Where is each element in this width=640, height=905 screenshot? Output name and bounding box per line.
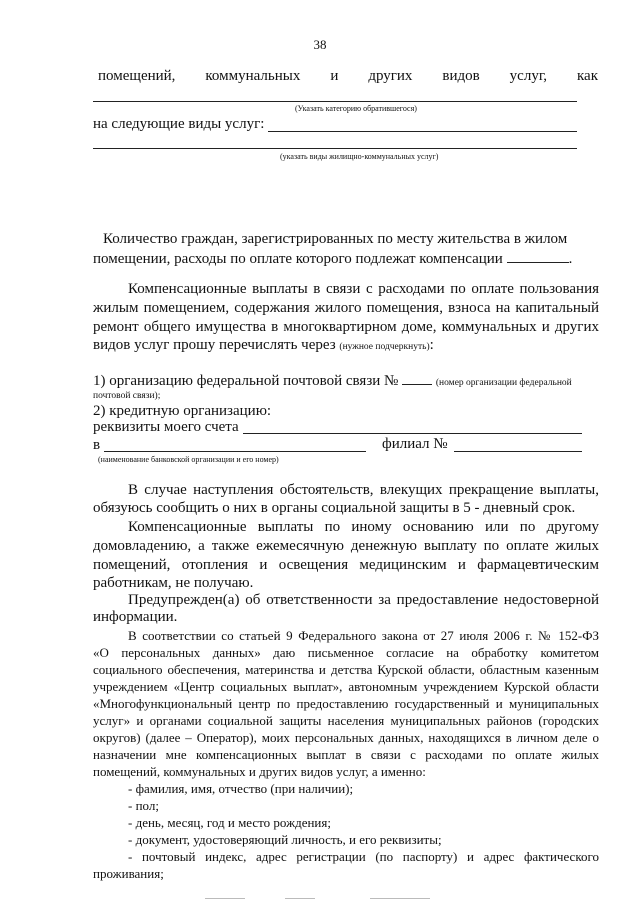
count-line2-text: помещении, расходы по оплате которого подлежат компенсации: [93, 251, 503, 267]
payment-line4: видов услуг прошу перечислять через (нужное подчеркнуть):: [93, 337, 434, 353]
consent-line3: социального обеспечения, материнства и детства Курской области, областным казенным: [93, 662, 599, 677]
option-credit: 2) кредитную организацию:: [93, 403, 272, 419]
payment-line1: Компенсационные выплаты в связи с расходами по оплате пользования: [128, 281, 599, 297]
p2-line3: помещений, отопления и освещения медицинским и фармацевтическим: [93, 557, 599, 573]
p1-line2: обязуюсь сообщить о них в органы социальной защиты в 5 - дневный срок.: [93, 500, 576, 516]
services-caption: (указать виды жилищно-коммунальных услуг): [280, 152, 439, 161]
p1-line1: В случае наступления обстоятельств, влекущих прекращение выплаты,: [128, 482, 599, 498]
list-item: - день, месяц, год и место рождения;: [128, 815, 331, 830]
consent-line8: назначении мне компенсационных выплат в связи с расходами по оплате жилых: [93, 747, 599, 762]
payment-line3: ремонт общего имущества в многоквартирном доме, коммунальных и других: [93, 319, 599, 335]
services-underline[interactable]: [268, 131, 577, 132]
scan-artifact: [370, 898, 430, 899]
scan-artifact: [285, 898, 315, 899]
services-label: на следующие виды услуг:: [93, 116, 265, 132]
p3-line2: информации.: [93, 609, 178, 625]
list-item: - документ, удостоверяющий личность, и его реквизиты;: [128, 832, 442, 847]
branch-underline[interactable]: [454, 451, 582, 452]
bank-underline[interactable]: [104, 451, 366, 452]
header-word: видов: [442, 68, 480, 84]
consent-line9: помещений, коммунальных и других видов услуг, а именно:: [93, 764, 426, 779]
count-blank[interactable]: [507, 250, 569, 263]
count-line1: Количество граждан, зарегистрированных по месту жительства в жилом: [103, 231, 568, 247]
page-number: 38: [313, 37, 327, 52]
consent-line5: «Многофункциональный центр по предоставлению государственный и муниципальных: [93, 696, 599, 711]
option-postal: [93, 372, 572, 390]
p2-line2: домовладению, а также ежемесячную денежную выплату по оплате жилых: [93, 538, 599, 554]
scan-artifact: [205, 898, 245, 899]
p3-line1: Предупрежден(а) об ответственности за предоставление недостоверной: [128, 592, 599, 608]
p2-line4: работникам, не получаю.: [93, 575, 254, 591]
header-word: других: [368, 68, 413, 84]
account-label: реквизиты моего счета: [93, 419, 239, 435]
consent-line4: учреждением «Центр социальных выплат», автономным учреждением Курской области: [93, 679, 599, 694]
list-item: - пол;: [128, 798, 159, 813]
category-underline: [93, 101, 577, 102]
option-postal-text: 1) организацию федеральной почтовой связи №: [93, 373, 399, 389]
services-underline-2[interactable]: [93, 148, 577, 149]
consent-line7: округов) (далее – Оператор), моих персональных данных, находящихся в личном деле о: [93, 730, 599, 745]
payment-note: (нужное подчеркнуть): [339, 342, 430, 352]
bank-caption: (наименование банковской организации и его номер): [98, 455, 279, 464]
header-word: помещений,: [98, 68, 176, 84]
option-postal-note: (номер организации федеральной: [435, 378, 572, 388]
header-word: как: [576, 68, 598, 84]
payment-line4-text: видов услуг прошу перечислять через: [93, 337, 336, 353]
option-postal-note2: почтовой связи);: [93, 391, 161, 401]
p2-line1: Компенсационные выплаты по иному основанию или по другому: [128, 519, 599, 535]
consent-line1: В соответствии со статьей 9 Федерального закона от 27 июля 2006 г. № 152-ФЗ: [128, 628, 599, 643]
list-item: - фамилия, имя, отчество (при наличии);: [128, 781, 354, 796]
header-line1: [98, 68, 598, 85]
count-line2: помещении, расходы по оплате которого подлежат компенсации .: [93, 251, 573, 267]
list-item-last-line2: проживания;: [93, 866, 164, 881]
category-caption: (Указать категорию обратившегося): [295, 104, 417, 113]
payment-line2: жилым помещением, содержания жилого помещения, взноса на капитальный: [93, 300, 599, 316]
header-word: коммунальных: [205, 68, 301, 84]
account-underline[interactable]: [243, 433, 582, 434]
header-word: услуг,: [509, 68, 548, 84]
list-item-last-line1: - почтовый индекс, адрес регистрации (по паспорту) и адрес фактического: [128, 849, 599, 864]
postal-number-blank[interactable]: [402, 372, 432, 385]
consent-line6: услуг» и органами социальной защиты населения муниципальных районов (городских: [93, 713, 599, 728]
consent-line2: «О персональных данных» даю письменное согласие на обработку комитетом: [93, 645, 599, 660]
branch-label: филиал №: [382, 436, 448, 452]
header-word: и: [330, 68, 339, 84]
bank-prefix: в: [93, 437, 101, 453]
